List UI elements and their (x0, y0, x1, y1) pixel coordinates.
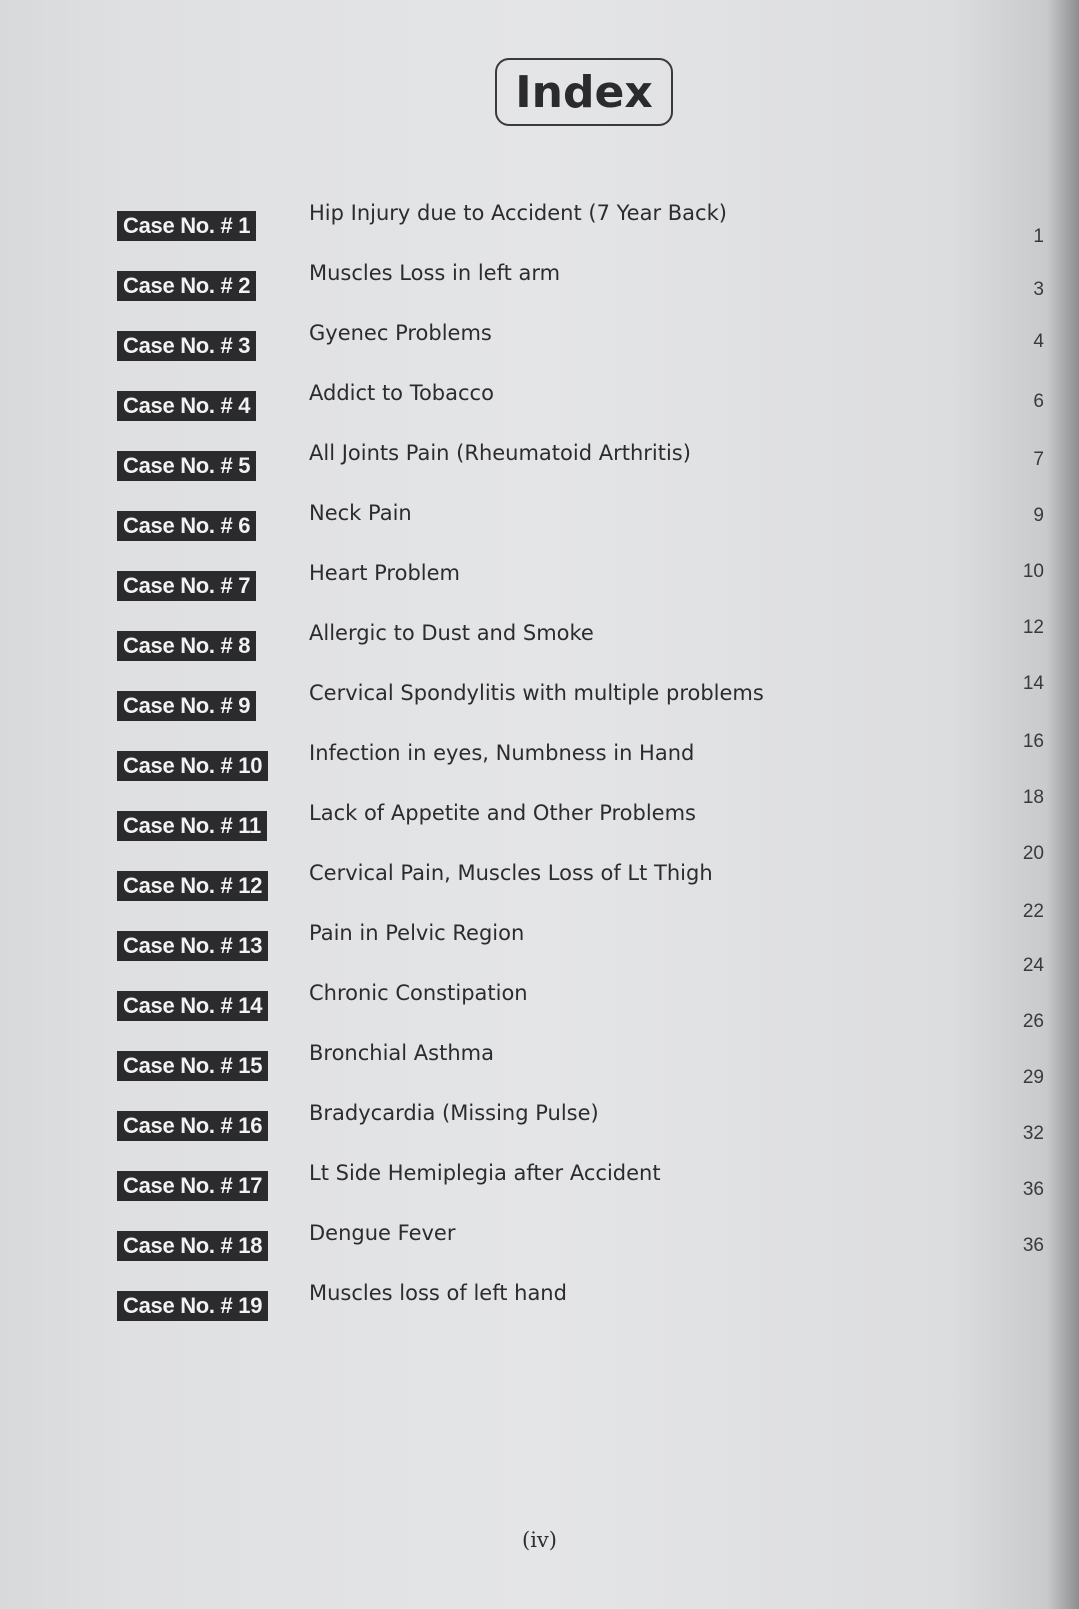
index-entry (0, 1067, 1079, 1151)
case-topic: Bradycardia (Missing Pulse) (309, 1101, 599, 1125)
index-entry (0, 561, 1079, 611)
index-entry (0, 1011, 1079, 1091)
case-number-badge: Case No. # 3 (117, 331, 256, 361)
index-entry (0, 381, 1079, 431)
page-number: 6 (1033, 391, 1044, 412)
page-number: 18 (1022, 787, 1044, 808)
case-number-badge: Case No. # 6 (117, 511, 256, 541)
case-number-badge: Case No. # 17 (117, 1171, 268, 1201)
index-entry (0, 901, 1079, 971)
case-number-badge: Case No. # 13 (117, 931, 268, 961)
page-number: 3 (1033, 279, 1044, 300)
index-entry (0, 501, 1079, 551)
page-number: 26 (1022, 1011, 1044, 1032)
case-topic: Pain in Pelvic Region (309, 921, 525, 945)
page-number: 36 (1022, 1235, 1044, 1256)
case-number-badge: Case No. # 18 (117, 1231, 268, 1261)
case-topic: Hip Injury due to Accident (7 Year Back) (309, 201, 727, 225)
index-entry (0, 673, 1079, 731)
page-number-footer: (iv) (522, 1528, 557, 1552)
case-topic: Infection in eyes, Numbness in Hand (309, 741, 695, 765)
case-topic: Bronchial Asthma (309, 1041, 494, 1065)
case-number-badge: Case No. # 8 (117, 631, 256, 661)
index-entry (0, 787, 1079, 851)
case-topic: Neck Pain (309, 501, 412, 525)
page-number: 7 (1033, 449, 1044, 470)
case-number-badge: Case No. # 7 (117, 571, 256, 601)
index-entry (0, 321, 1079, 371)
page-title: Index (495, 58, 673, 126)
case-number-badge: Case No. # 4 (117, 391, 256, 421)
case-number-badge: Case No. # 11 (117, 811, 267, 841)
page-number: 29 (1022, 1067, 1044, 1088)
case-number-badge: Case No. # 16 (117, 1111, 268, 1141)
index-entry (0, 617, 1079, 671)
case-number-badge: Case No. # 2 (117, 271, 256, 301)
page-number: 9 (1033, 505, 1044, 526)
page-number: 14 (1022, 673, 1044, 694)
case-number-badge: Case No. # 12 (117, 871, 268, 901)
page-number: 12 (1022, 617, 1044, 638)
case-topic: Addict to Tobacco (309, 381, 494, 405)
page-number: 16 (1022, 731, 1044, 752)
case-topic: Muscles Loss in left arm (309, 261, 561, 285)
page-number: 4 (1033, 331, 1044, 352)
case-topic: Gyenec Problems (309, 321, 492, 345)
case-number-badge: Case No. # 19 (117, 1291, 268, 1321)
case-number-badge: Case No. # 10 (117, 751, 268, 781)
index-entry (0, 955, 1079, 1031)
index-entry (0, 201, 1079, 251)
case-number-badge: Case No. # 9 (117, 691, 256, 721)
case-topic: Muscles loss of left hand (309, 1281, 567, 1305)
case-number-badge: Case No. # 5 (117, 451, 256, 481)
case-topic: Allergic to Dust and Smoke (309, 621, 594, 645)
page-number: 22 (1022, 901, 1044, 922)
case-number-badge: Case No. # 1 (117, 211, 256, 241)
page-number: 1 (1033, 226, 1044, 247)
case-topic: Chronic Constipation (309, 981, 528, 1005)
case-topic: Cervical Spondylitis with multiple problems (309, 681, 764, 705)
case-topic: All Joints Pain (Rheumatoid Arthritis) (309, 441, 691, 465)
page-number: 32 (1022, 1123, 1044, 1144)
case-number-badge: Case No. # 14 (117, 991, 268, 1021)
page-number: 36 (1022, 1179, 1044, 1200)
page-number: 10 (1022, 561, 1044, 582)
case-topic: Heart Problem (309, 561, 460, 585)
index-entry (0, 843, 1079, 911)
page-number: 20 (1022, 843, 1044, 864)
case-topic: Lack of Appetite and Other Problems (309, 801, 696, 825)
case-topic: Dengue Fever (309, 1221, 456, 1245)
page-number: 24 (1022, 955, 1044, 976)
index-entry (0, 441, 1079, 491)
case-topic: Cervical Pain, Muscles Loss of Lt Thigh (309, 861, 713, 885)
index-entry (0, 731, 1079, 791)
index-entry (0, 261, 1079, 311)
case-topic: Lt Side Hemiplegia after Accident (309, 1161, 661, 1185)
case-number-badge: Case No. # 15 (117, 1051, 268, 1081)
